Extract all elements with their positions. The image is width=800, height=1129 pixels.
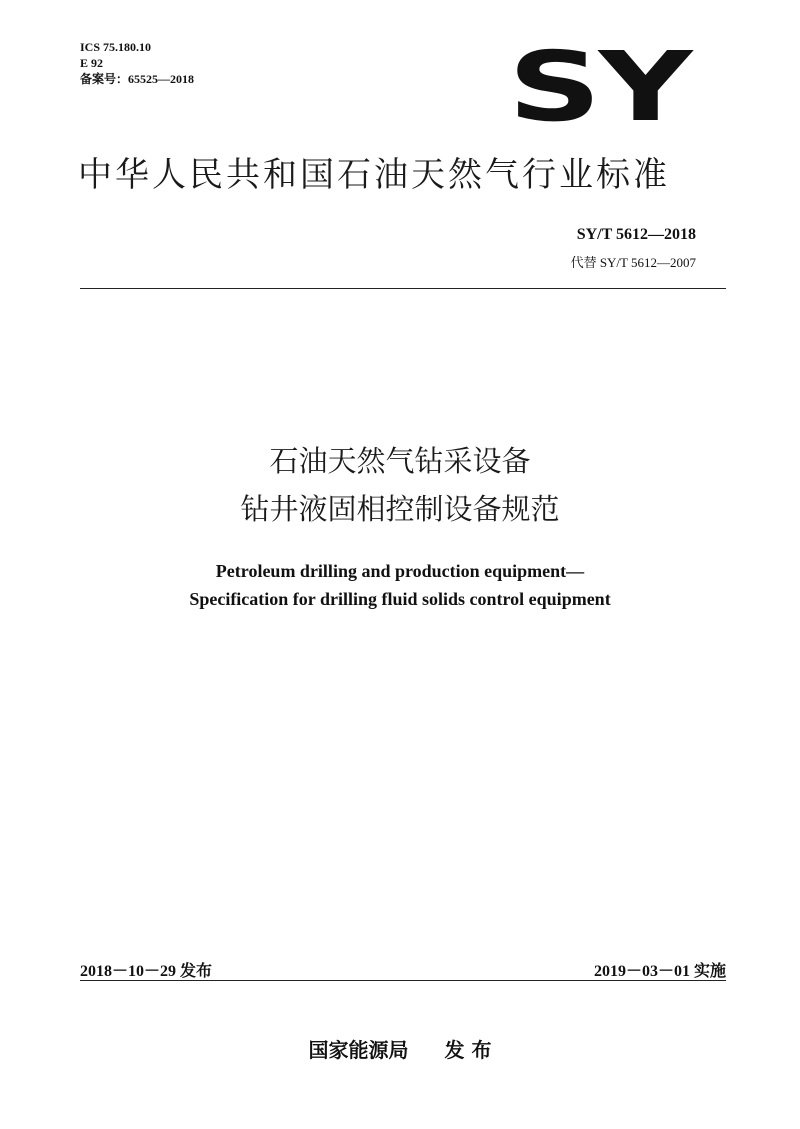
replaces-standard: 代替 SY/T 5612—2007 xyxy=(570,255,696,270)
publisher-action: 发 布 xyxy=(444,1038,492,1062)
publisher xyxy=(0,1034,800,1063)
ccs-code: E 92 xyxy=(80,56,104,70)
chinese-title-line-2: 钻井液固相控制设备规范 xyxy=(240,492,560,526)
standard-number: SY/T 5612—2018 xyxy=(576,226,696,243)
implementation-date: 2019－03－01 实施 xyxy=(593,963,726,980)
bottom-divider xyxy=(80,980,726,981)
english-title-line-2: Specification for drilling fluid solids control equipment xyxy=(189,589,611,609)
issue-date: 2018－10－29 发布 xyxy=(80,963,213,980)
chinese-title-line-1: 石油天然气钻采设备 xyxy=(269,444,531,478)
standard-type-title: 中华人民共和国石油天然气行业标准 xyxy=(78,155,670,195)
sy-logo: SY xyxy=(508,31,690,143)
ics-code: ICS 75.180.10 xyxy=(80,40,152,54)
english-title-line-1: Petroleum drilling and production equipment— xyxy=(215,561,585,581)
top-divider xyxy=(80,288,726,289)
publisher-name: 国家能源局 xyxy=(308,1038,409,1062)
filing-number: 备案号：65525—2018 xyxy=(80,72,195,86)
